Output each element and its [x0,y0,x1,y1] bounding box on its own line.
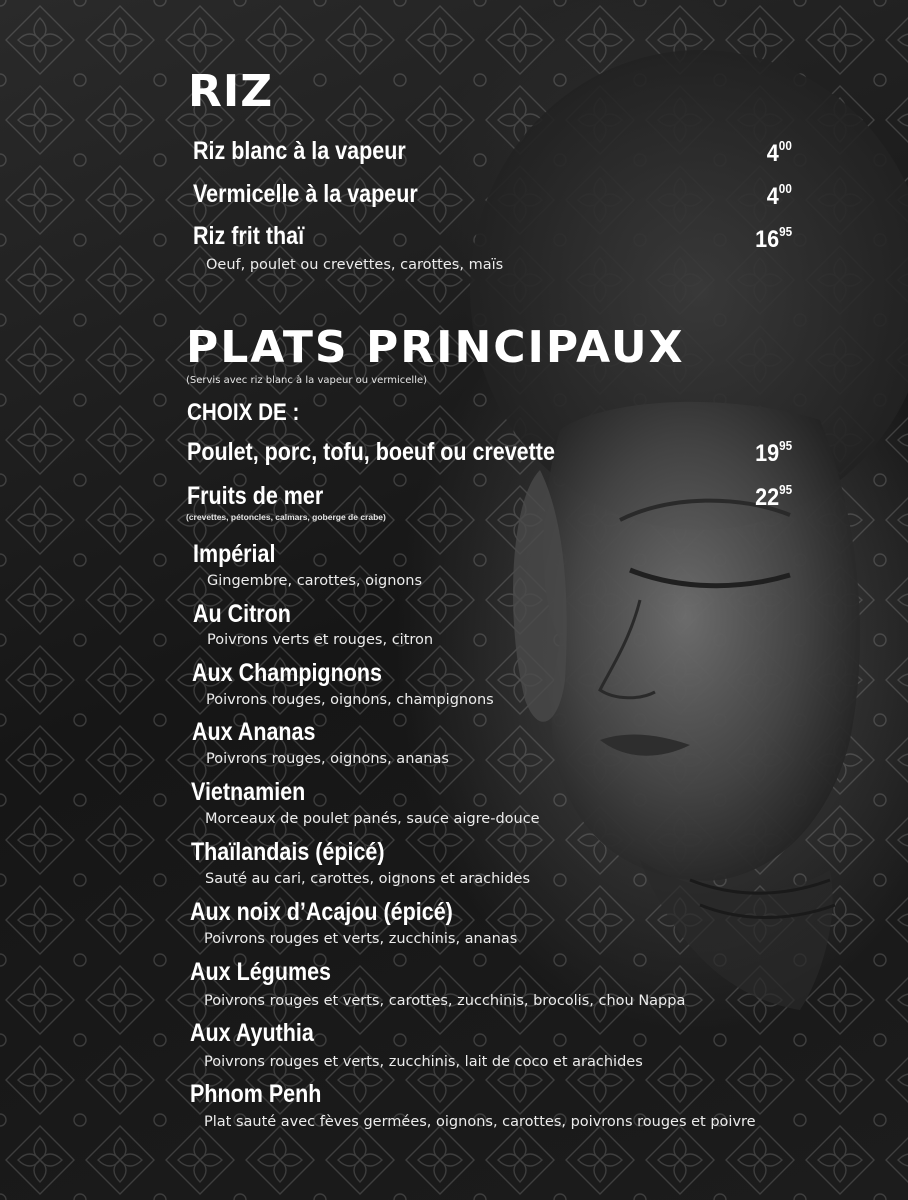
style-name: Vietnamien [191,778,306,806]
style-description: Poivrons rouges et verts, zucchinis, lait de coco et arachides [204,1054,643,1070]
choix-label: CHOIX DE : [187,399,300,426]
choice-price: $22^{95}$ [754,482,792,511]
choice-name: Fruits de mer [187,482,324,510]
style-description: Sauté au cari, carottes, oignons et arachides [205,871,531,887]
style-name: Aux Légumes [190,958,331,986]
style-description: Poivrons verts et rouges, citron [207,632,434,648]
dish-price: $4^{00}$ [766,181,792,210]
style-name: Phnom Penh [190,1080,322,1108]
style-description: Plat sauté avec fèves germées, oignons, carottes, poivrons rouges et poivre [204,1114,756,1130]
dish-name: Riz frit thaï [193,222,305,250]
style-name: Impérial [193,540,276,568]
style-description: Poivrons rouges, oignons, champignons [206,692,494,708]
style-name: Aux noix d’Acajou (épicé) [190,898,453,926]
style-name: Aux Ayuthia [190,1019,314,1047]
choice-name: Poulet, porc, tofu, boeuf ou crevette [187,438,555,466]
style-description: Poivrons rouges, oignons, ananas [206,751,449,767]
style-name: Aux Ananas [192,718,316,746]
choice-price: $19^{95}$ [754,438,792,467]
section-title-riz: RIZ [188,66,274,117]
dish-name: Vermicelle à la vapeur [193,180,418,208]
style-description: Gingembre, carottes, oignons [207,573,423,589]
section-title-plats-principaux: PLATS PRINCIPAUX [186,322,685,373]
style-description: Poivrons rouges et verts, zucchinis, ananas [204,931,518,947]
dish-description: Oeuf, poulet ou crevettes, carottes, maïs [206,257,504,273]
style-description: Morceaux de poulet panés, sauce aigre-douce [205,811,540,827]
dish-name: Riz blanc à la vapeur [193,137,406,165]
plats-note: (Servis avec riz blanc à la vapeur ou vermicelle) [186,375,428,386]
fruits-de-mer-note: (crevettes, pétoncles, calmars, goberge de crabe) [186,512,386,522]
style-name: Thaïlandais (épicé) [191,838,385,866]
style-name: Au Citron [193,600,291,628]
style-name: Aux Champignons [192,659,382,687]
style-description: Poivrons rouges et verts, carottes, zucchinis, brocolis, chou Nappa [204,993,686,1009]
dish-price: $4^{00}$ [766,138,792,167]
dish-price: $16^{95}$ [754,224,792,253]
